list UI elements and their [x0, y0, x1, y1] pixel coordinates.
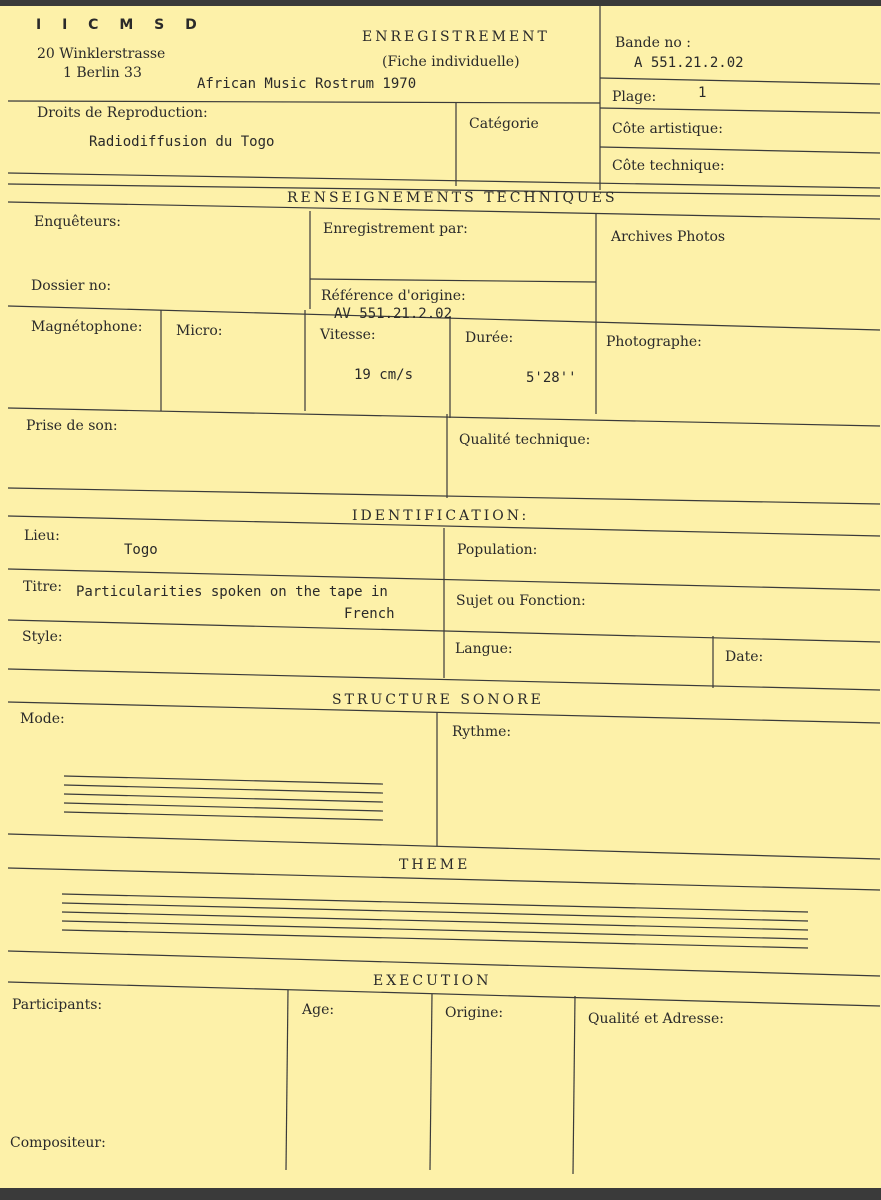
vitesse-label: Vitesse: [320, 327, 376, 343]
participants-label: Participants: [12, 997, 103, 1013]
duree-value: 5'28'' [526, 370, 577, 386]
section-heading-structure: STRUCTURE SONORE [332, 692, 544, 708]
rythme-label: Rythme: [452, 724, 512, 740]
program-name: African Music Rostrum 1970 [197, 76, 417, 92]
address-city: 1 Berlin 33 [63, 65, 142, 81]
vitesse-value: 19 cm/s [354, 367, 414, 383]
age-label: Age: [302, 1002, 335, 1018]
duree-label: Durée: [465, 330, 514, 346]
micro-label: Micro: [176, 323, 223, 339]
plage-label: Plage: [612, 89, 657, 105]
sujet-fonction-label: Sujet ou Fonction: [456, 593, 586, 609]
enqueteurs-label: Enquêteurs: [34, 214, 122, 230]
enregistrement-par-label: Enregistrement par: [323, 221, 468, 237]
qualite-technique-label: Qualité technique: [459, 432, 591, 448]
archives-photos-label: Archives Photos [611, 229, 726, 245]
section-heading-theme: THEME [399, 857, 471, 873]
section-heading-identification: IDENTIFICATION: [352, 508, 530, 524]
dossier-label: Dossier no: [31, 278, 112, 294]
cote-artistique-label: Côte artistique: [612, 121, 723, 137]
cote-technique-label: Côte technique: [612, 158, 725, 174]
population-label: Population: [457, 542, 538, 558]
titre-label: Titre: [23, 579, 63, 595]
address-street: 20 Winklerstrasse [37, 46, 166, 62]
section-heading-execution: EXECUTION [373, 973, 492, 989]
lieu-label: Lieu: [24, 528, 60, 544]
lieu-value: Togo [124, 542, 158, 558]
date-label: Date: [725, 649, 764, 665]
form-subtitle: (Fiche individuelle) [382, 54, 520, 70]
compositeur-label: Compositeur: [10, 1135, 106, 1151]
style-label: Style: [22, 629, 63, 645]
section-heading-technique: RENSEIGNEMENTS TECHNIQUES [287, 190, 618, 206]
origine-label: Origine: [445, 1005, 504, 1021]
qualite-adresse-label: Qualité et Adresse: [588, 1011, 724, 1027]
bande-label: Bande no : [615, 35, 691, 51]
bande-value: A 551.21.2.02 [634, 55, 744, 71]
droits-value: Radiodiffusion du Togo [89, 134, 275, 150]
reference-label: Référence d'origine: [321, 288, 466, 304]
magnetophone-label: Magnétophone: [31, 319, 143, 335]
titre-value-line2: French [344, 606, 395, 622]
reference-value: AV 551.21.2.02 [334, 306, 453, 322]
index-card [0, 6, 881, 1188]
titre-value-line1: Particularities spoken on the tape in [76, 584, 388, 600]
prise-de-son-label: Prise de son: [26, 418, 118, 434]
langue-label: Langue: [455, 641, 513, 657]
droits-label: Droits de Reproduction: [37, 105, 208, 121]
form-title: ENREGISTREMENT [362, 29, 550, 45]
photographe-label: Photographe: [606, 334, 702, 350]
mode-label: Mode: [20, 711, 65, 727]
plage-value: 1 [698, 85, 707, 101]
categorie-label: Catégorie [469, 116, 539, 132]
institute-logo: I I C M S D [36, 17, 205, 33]
